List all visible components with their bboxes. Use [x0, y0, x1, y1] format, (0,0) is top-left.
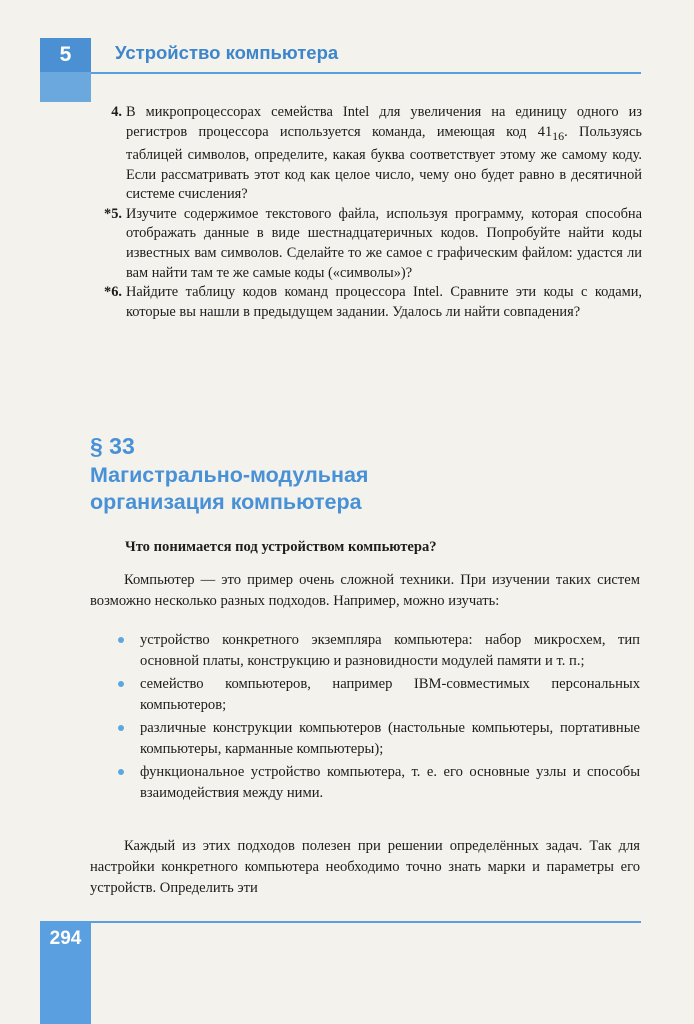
list-item-text: различные конструкции компьютеров (настольные компьютеры, портативные компьютеры, карманные компьютеры);	[140, 720, 640, 757]
task-number: 4.	[111, 104, 122, 120]
footer-rule	[91, 921, 641, 923]
task-item	[96, 283, 642, 322]
section-question: Что понимается под устройством компьютера?	[125, 539, 437, 555]
paragraph-intro: Компьютер — это пример очень сложной техники. При изучении таких систем возможно несколько разных подходов. Например, можно изучать:	[90, 572, 640, 609]
list-item-text: устройство конкретного экземпляра компьютера: набор микросхем, тип основной платы, конструкцию и разновидности модулей памяти и т. п.;	[140, 632, 640, 669]
approach-list	[118, 630, 640, 806]
task-text-cont: . Пользуясь таблицей символов, определите, какая буква соответствует этому же самому коду. Если рассматривать этот код как целое число, чему оно будет равно в десятичной системе счисления?	[126, 123, 642, 203]
task-list	[96, 103, 642, 322]
bullet-icon	[118, 725, 124, 731]
task-subscript: 16	[552, 128, 565, 143]
header-rule	[91, 72, 641, 74]
section-number: § 33	[90, 433, 135, 459]
list-item-text: семейство компьютеров, например IBM-совместимых персональных компьютеров;	[140, 676, 640, 713]
chapter-number: 5	[59, 43, 72, 66]
list-item	[118, 630, 640, 672]
task-number: *5.	[104, 205, 122, 222]
task-item	[96, 103, 642, 205]
task-item	[96, 205, 642, 283]
task-text: Изучите содержимое текстового файла, используя программу, которая способна отображать данные в виде шестнадцатеричных кодов. Попробуйте найти коды известных вам символов. Сделайте то же самое с графическим файлом: удастся ли вам найти там те же самые коды («символы»)?	[126, 205, 642, 281]
task-text: В микропроцессорах семейства Intel для увеличения на единицу одного из регистров процессора используется команда, имеющая код 41	[126, 104, 642, 140]
list-item	[118, 718, 640, 760]
bullet-icon	[118, 681, 124, 687]
section-title	[90, 462, 368, 516]
section-title-line2: организация компьютера	[90, 490, 362, 514]
page-number: 294	[49, 928, 82, 949]
paragraph-continuation: Каждый из этих подходов полезен при решении определённых задач. Так для настройки конкретного компьютера необходимо точно знать марки и параметры его устройств. Определить эти	[90, 838, 640, 896]
chapter-number-tab	[40, 38, 91, 72]
section-title-line1: Магистрально-модульная	[90, 463, 369, 487]
task-number: *6.	[104, 284, 122, 301]
list-item	[118, 762, 640, 804]
bullet-icon	[118, 637, 124, 643]
chapter-title: Устройство компьютера	[115, 42, 339, 63]
bullet-icon	[118, 769, 124, 775]
list-item	[118, 674, 640, 716]
chapter-tab-strip	[40, 72, 91, 102]
task-text: Найдите таблицу кодов команд процессора Intel. Сравните эти коды с кодами, которые вы нашли в предыдущем задании. Удалось ли найти совпадения?	[126, 284, 642, 320]
list-item-text: функциональное устройство компьютера, т. е. его основные узлы и способы взаимодействия между ними.	[140, 764, 640, 801]
